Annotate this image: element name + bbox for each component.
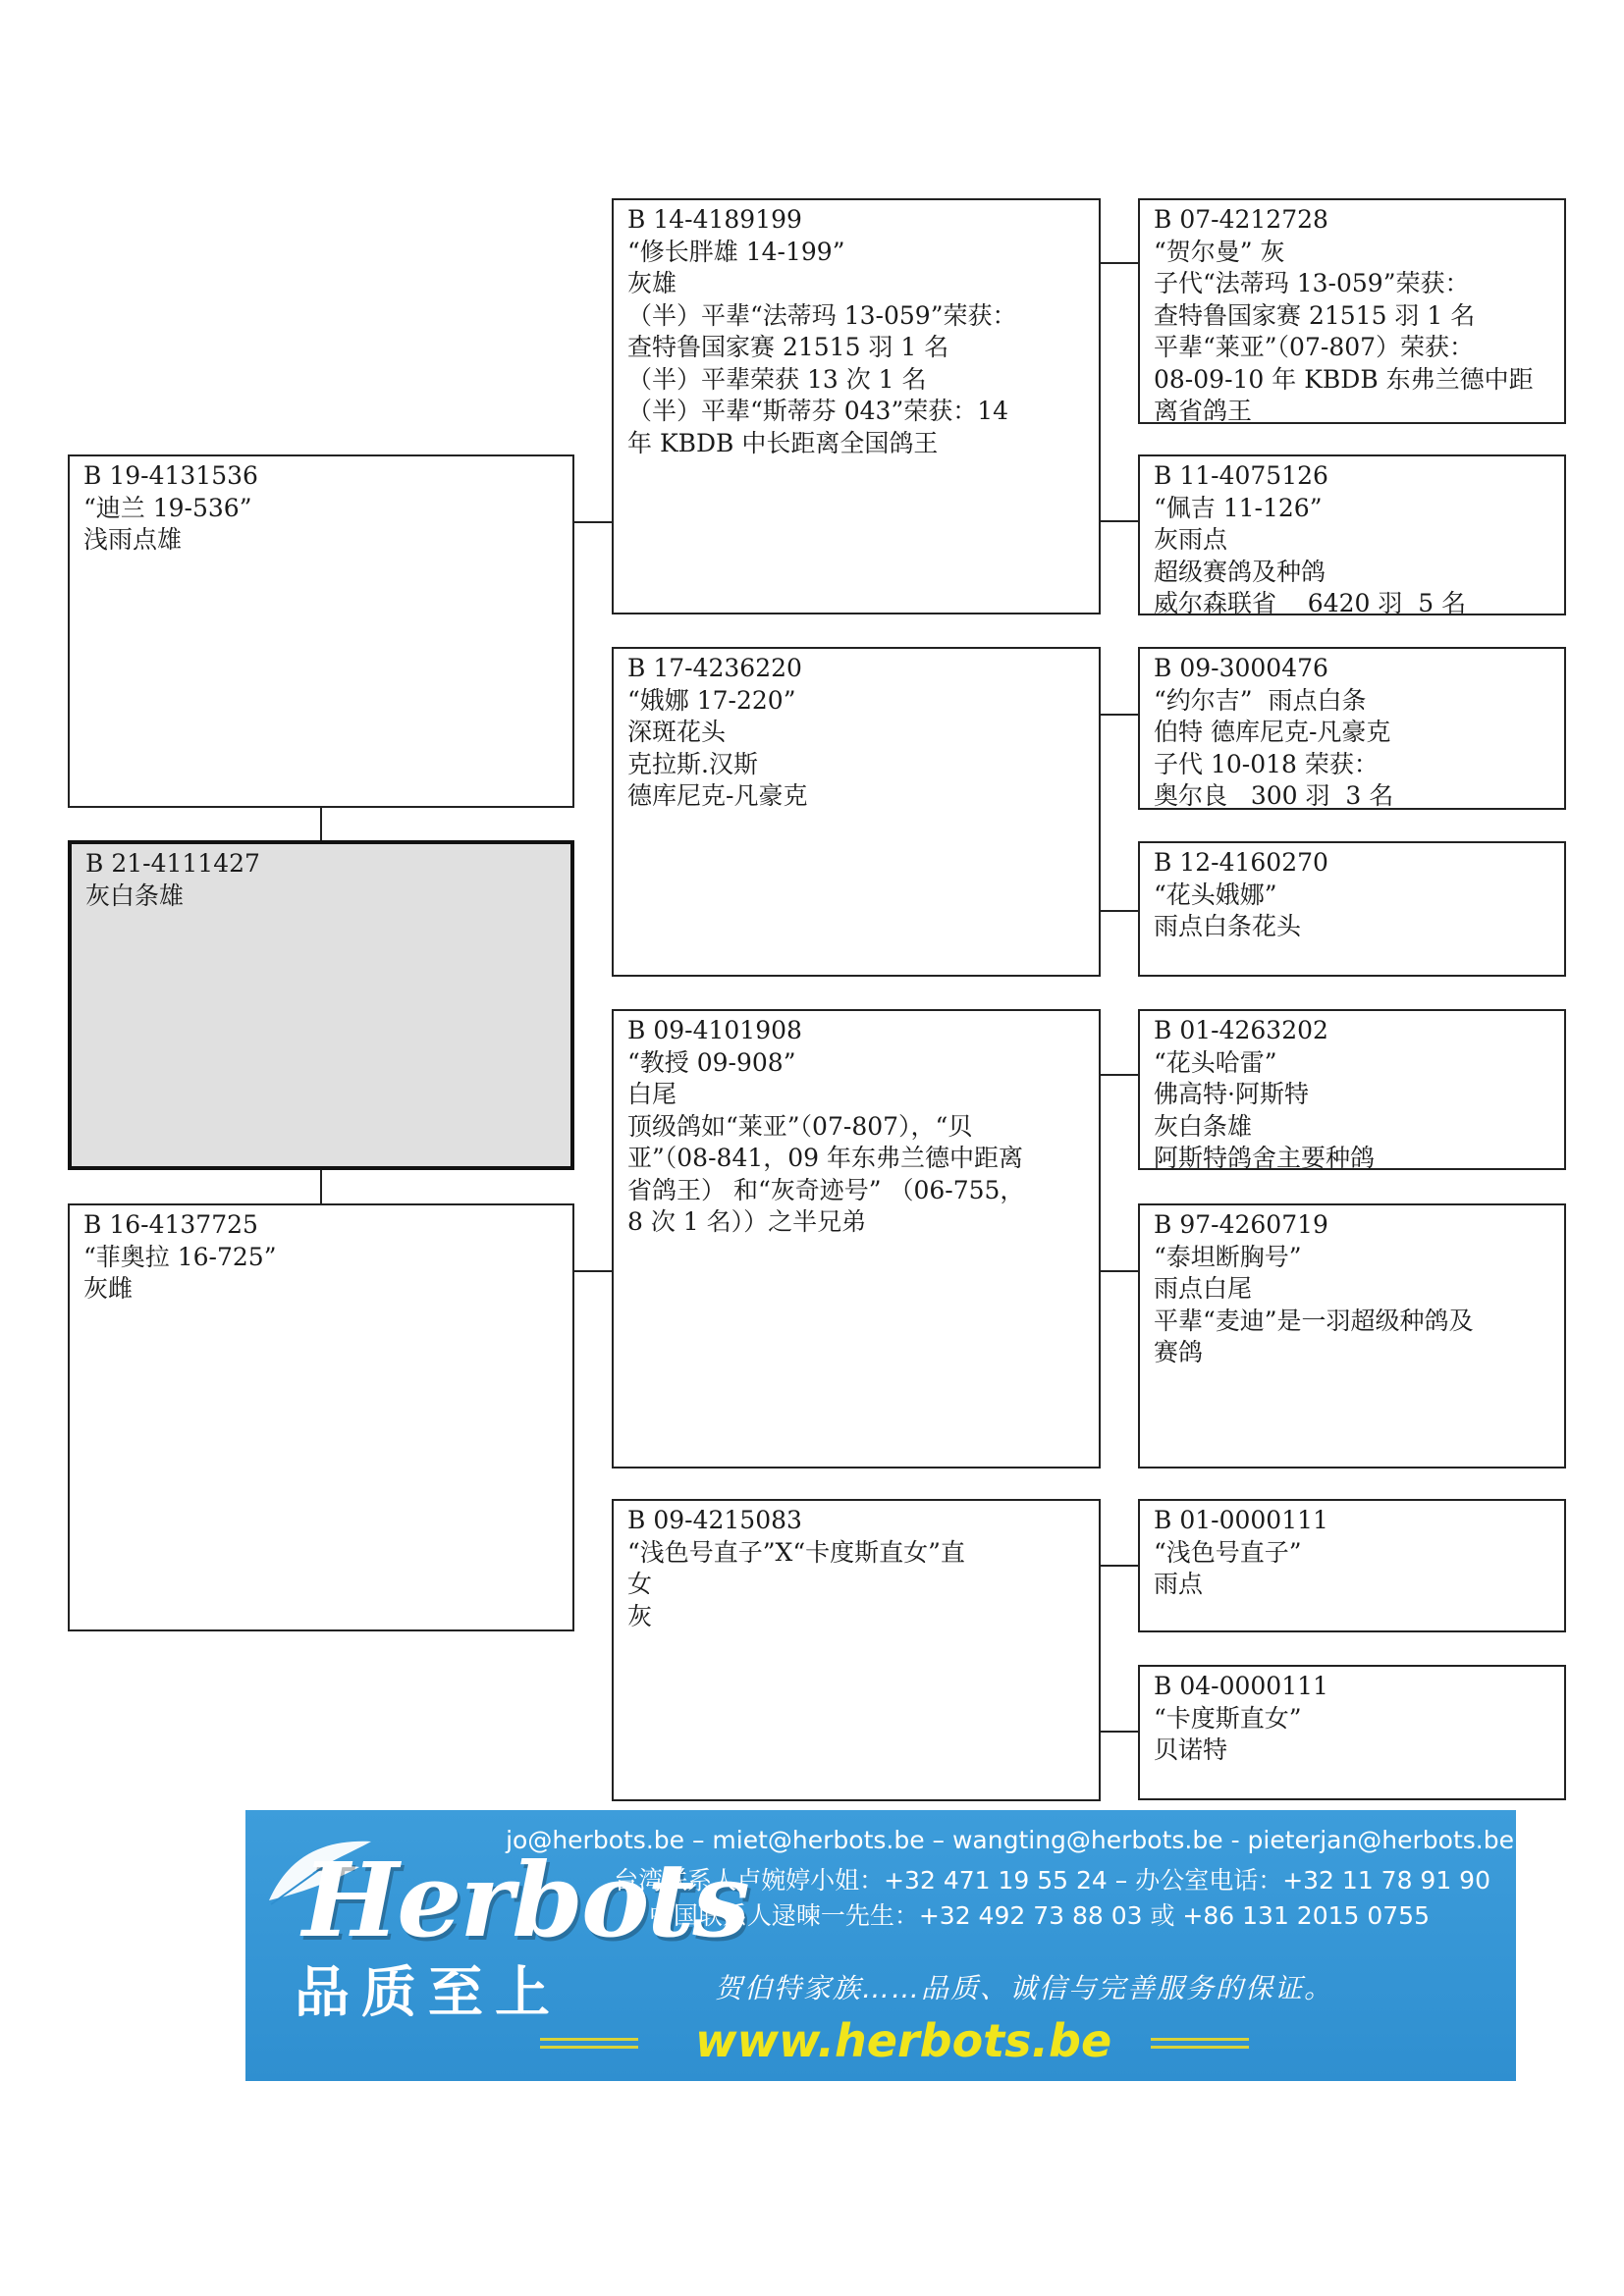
- pedigree-line: B 14-4189199: [627, 205, 802, 234]
- pedigree-line: （半）平辈“法蒂玛 13-059”荣获：: [627, 300, 1017, 330]
- pedigree-line: B 09-3000476: [1154, 654, 1328, 682]
- pedigree-line: 顶级鸽如“莱亚”（07-807），“贝: [627, 1111, 973, 1141]
- banner-taiwan-contact: 台湾联系人卢婉婷小姐：+32 471 19 55 24 – 办公室电话：+32 11 78 91 90: [614, 1866, 1490, 1895]
- pedigree-line: 德库尼克-凡豪克: [627, 781, 808, 810]
- pedigree-line: 赛鸽: [1154, 1338, 1204, 1366]
- pedigree-line: 子代“法蒂玛 13-059”荣获：: [1154, 269, 1470, 297]
- pedigree-line: “教授 09-908”: [627, 1047, 796, 1077]
- sdd-card: [1138, 841, 1566, 977]
- pedigree-line: 平辈“莱亚”（07-807）荣获：: [1154, 333, 1475, 361]
- ssd-card: [1138, 454, 1566, 615]
- pedigree-line: B 09-4215083: [627, 1506, 802, 1534]
- pedigree-line: 灰雨点: [1154, 525, 1228, 554]
- pedigree-line: “泰坦断胸号”: [1154, 1242, 1302, 1271]
- dsd-card: [1138, 1203, 1566, 1468]
- pedigree-line: “迪兰 19-536”: [83, 493, 252, 522]
- pedigree-line: 浅雨点雄: [83, 525, 183, 554]
- pedigree-line: 贝诺特: [1154, 1735, 1228, 1764]
- pedigree-line: 威尔森联省 6420 羽 5 名: [1154, 589, 1467, 615]
- banner-china-contact: 中国联系人逯暕一先生：+32 492 73 88 03 或 +86 131 2015 0755: [648, 1901, 1430, 1930]
- pedigree-line: 查特鲁国家赛 21515 羽 1 名: [1154, 300, 1476, 330]
- dam-sire-card: [612, 1009, 1101, 1468]
- connector: [574, 1270, 612, 1272]
- connector: [1101, 262, 1138, 264]
- pedigree-line: 灰白条雄: [85, 881, 185, 910]
- pedigree-line: 深斑花头: [627, 718, 727, 746]
- herbots-logo: Herbots: [302, 1840, 748, 1960]
- pedigree-line: B 01-4263202: [1154, 1016, 1328, 1044]
- subject-card: [68, 840, 574, 1170]
- connector: [574, 521, 612, 523]
- banner-website-link[interactable]: www.herbots.be: [695, 2014, 1112, 2067]
- ddd-card: [1138, 1665, 1566, 1800]
- connector: [1101, 1270, 1138, 1272]
- pedigree-line: B 09-4101908: [627, 1016, 802, 1044]
- dam-card: [68, 1203, 574, 1631]
- connector: [320, 1170, 322, 1203]
- pedigree-line: 雨点白尾: [1154, 1274, 1253, 1303]
- pedigree-line: B 04-0000111: [1154, 1672, 1328, 1700]
- pedigree-line: B 97-4260719: [1154, 1210, 1328, 1239]
- banner-emails: jo@herbots.be – miet@herbots.be – wangting@herbots.be - pieterjan@herbots.be: [506, 1826, 1514, 1854]
- banner-slogan: 品质至上: [295, 1961, 562, 2025]
- pedigree-line: （半）平辈荣获 13 次 1 名: [627, 364, 927, 394]
- pedigree-line: “娥娜 17-220”: [627, 685, 796, 715]
- connector: [1101, 1074, 1138, 1076]
- pedigree-line: 灰雌: [83, 1274, 134, 1303]
- connector: [320, 808, 322, 840]
- pedigree-line: “花头娥娜”: [1154, 880, 1277, 909]
- pedigree-line: 查特鲁国家赛 21515 羽 1 名: [627, 333, 949, 361]
- pedigree-line: 平辈“麦迪”是一羽超级种鸽及: [1154, 1306, 1474, 1335]
- pedigree-line: B 17-4236220: [627, 654, 802, 682]
- connector: [1101, 1731, 1138, 1733]
- sds-card: [1138, 647, 1566, 810]
- pedigree-line: “卡度斯直女”: [1154, 1703, 1302, 1733]
- pedigree-line: 超级赛鸽及种鸽: [1154, 557, 1326, 586]
- pedigree-line: 奥尔良 300 羽 3 名: [1154, 781, 1394, 810]
- pedigree-line: “浅色号直子”: [1154, 1537, 1302, 1567]
- pedigree-line: “贺尔曼” 灰: [1154, 237, 1285, 266]
- pedigree-line: 雨点白条花头: [1154, 912, 1302, 940]
- pedigree-line: 阿斯特鸽舍主要种鸽: [1154, 1144, 1376, 1170]
- pedigree-line: 灰雄: [627, 269, 677, 297]
- pedigree-line: B 07-4212728: [1154, 205, 1328, 234]
- connector: [1101, 520, 1138, 522]
- pedigree-line: 8 次 1 名））之半兄弟: [627, 1207, 867, 1236]
- pedigree-line: 灰白条雄: [1154, 1111, 1253, 1141]
- pedigree-line: 佛高特·阿斯特: [1154, 1080, 1309, 1108]
- decorative-line: [540, 2038, 638, 2041]
- pedigree-line: 亚”（08-841，09 年东弗兰德中距离: [627, 1144, 1024, 1172]
- pedigree-line: B 19-4131536: [83, 461, 258, 490]
- pedigree-line: 离省鸽王: [1154, 397, 1253, 424]
- pedigree-line: “约尔吉” 雨点白条: [1154, 685, 1367, 715]
- decorative-line: [1151, 2046, 1249, 2049]
- connector: [1101, 1565, 1138, 1567]
- pedigree-line: B 16-4137725: [83, 1210, 258, 1239]
- pedigree-line: B 21-4111427: [85, 849, 260, 878]
- pedigree-line: “花头哈雷”: [1154, 1047, 1277, 1077]
- pedigree-line: “菲奥拉 16-725”: [83, 1242, 277, 1271]
- pedigree-line: 克拉斯.汉斯: [627, 749, 758, 778]
- pedigree-line: 雨点: [1154, 1570, 1204, 1598]
- pedigree-line: 女: [627, 1570, 653, 1598]
- pedigree-line: “佩吉 11-126”: [1154, 493, 1323, 522]
- pedigree-line: 省鸽王） 和“灰奇迹号” （06-755，: [627, 1175, 1025, 1204]
- dam-dam-card: [612, 1499, 1101, 1801]
- decorative-line: [1151, 2038, 1249, 2041]
- dds-card: [1138, 1499, 1566, 1632]
- pedigree-line: 白尾: [627, 1080, 677, 1108]
- herbots-banner: [245, 1810, 1516, 2081]
- pedigree-line: 灰: [627, 1601, 653, 1630]
- decorative-line: [540, 2046, 638, 2049]
- pedigree-line: （半）平辈“斯蒂芬 043”荣获：14: [627, 397, 1009, 425]
- sss-card: [1138, 198, 1566, 424]
- banner-motto: 贺伯特家族……品质、诚信与完善服务的保证。: [715, 1972, 1334, 2004]
- connector: [1101, 714, 1138, 716]
- pedigree-line: “修长胖雄 14-199”: [627, 237, 845, 266]
- sire-card: [68, 454, 574, 808]
- pedigree-line: B 12-4160270: [1154, 848, 1328, 877]
- pedigree-line: B 11-4075126: [1154, 461, 1328, 490]
- pedigree-line: B 01-0000111: [1154, 1506, 1328, 1534]
- sire-sire-card: [612, 198, 1101, 614]
- pedigree-line: “浅色号直子”X“卡度斯直女”直: [627, 1537, 965, 1567]
- dss-card: [1138, 1009, 1566, 1170]
- pedigree-line: 年 KBDB 中长距离全国鸽王: [627, 428, 939, 457]
- pedigree-line: 子代 10-018 荣获：: [1154, 749, 1379, 778]
- sire-dam-card: [612, 647, 1101, 977]
- pedigree-line: 08-09-10 年 KBDB 东弗兰德中距: [1154, 364, 1534, 394]
- connector: [1101, 910, 1138, 912]
- pedigree-line: 伯特 德库尼克-凡豪克: [1154, 718, 1391, 746]
